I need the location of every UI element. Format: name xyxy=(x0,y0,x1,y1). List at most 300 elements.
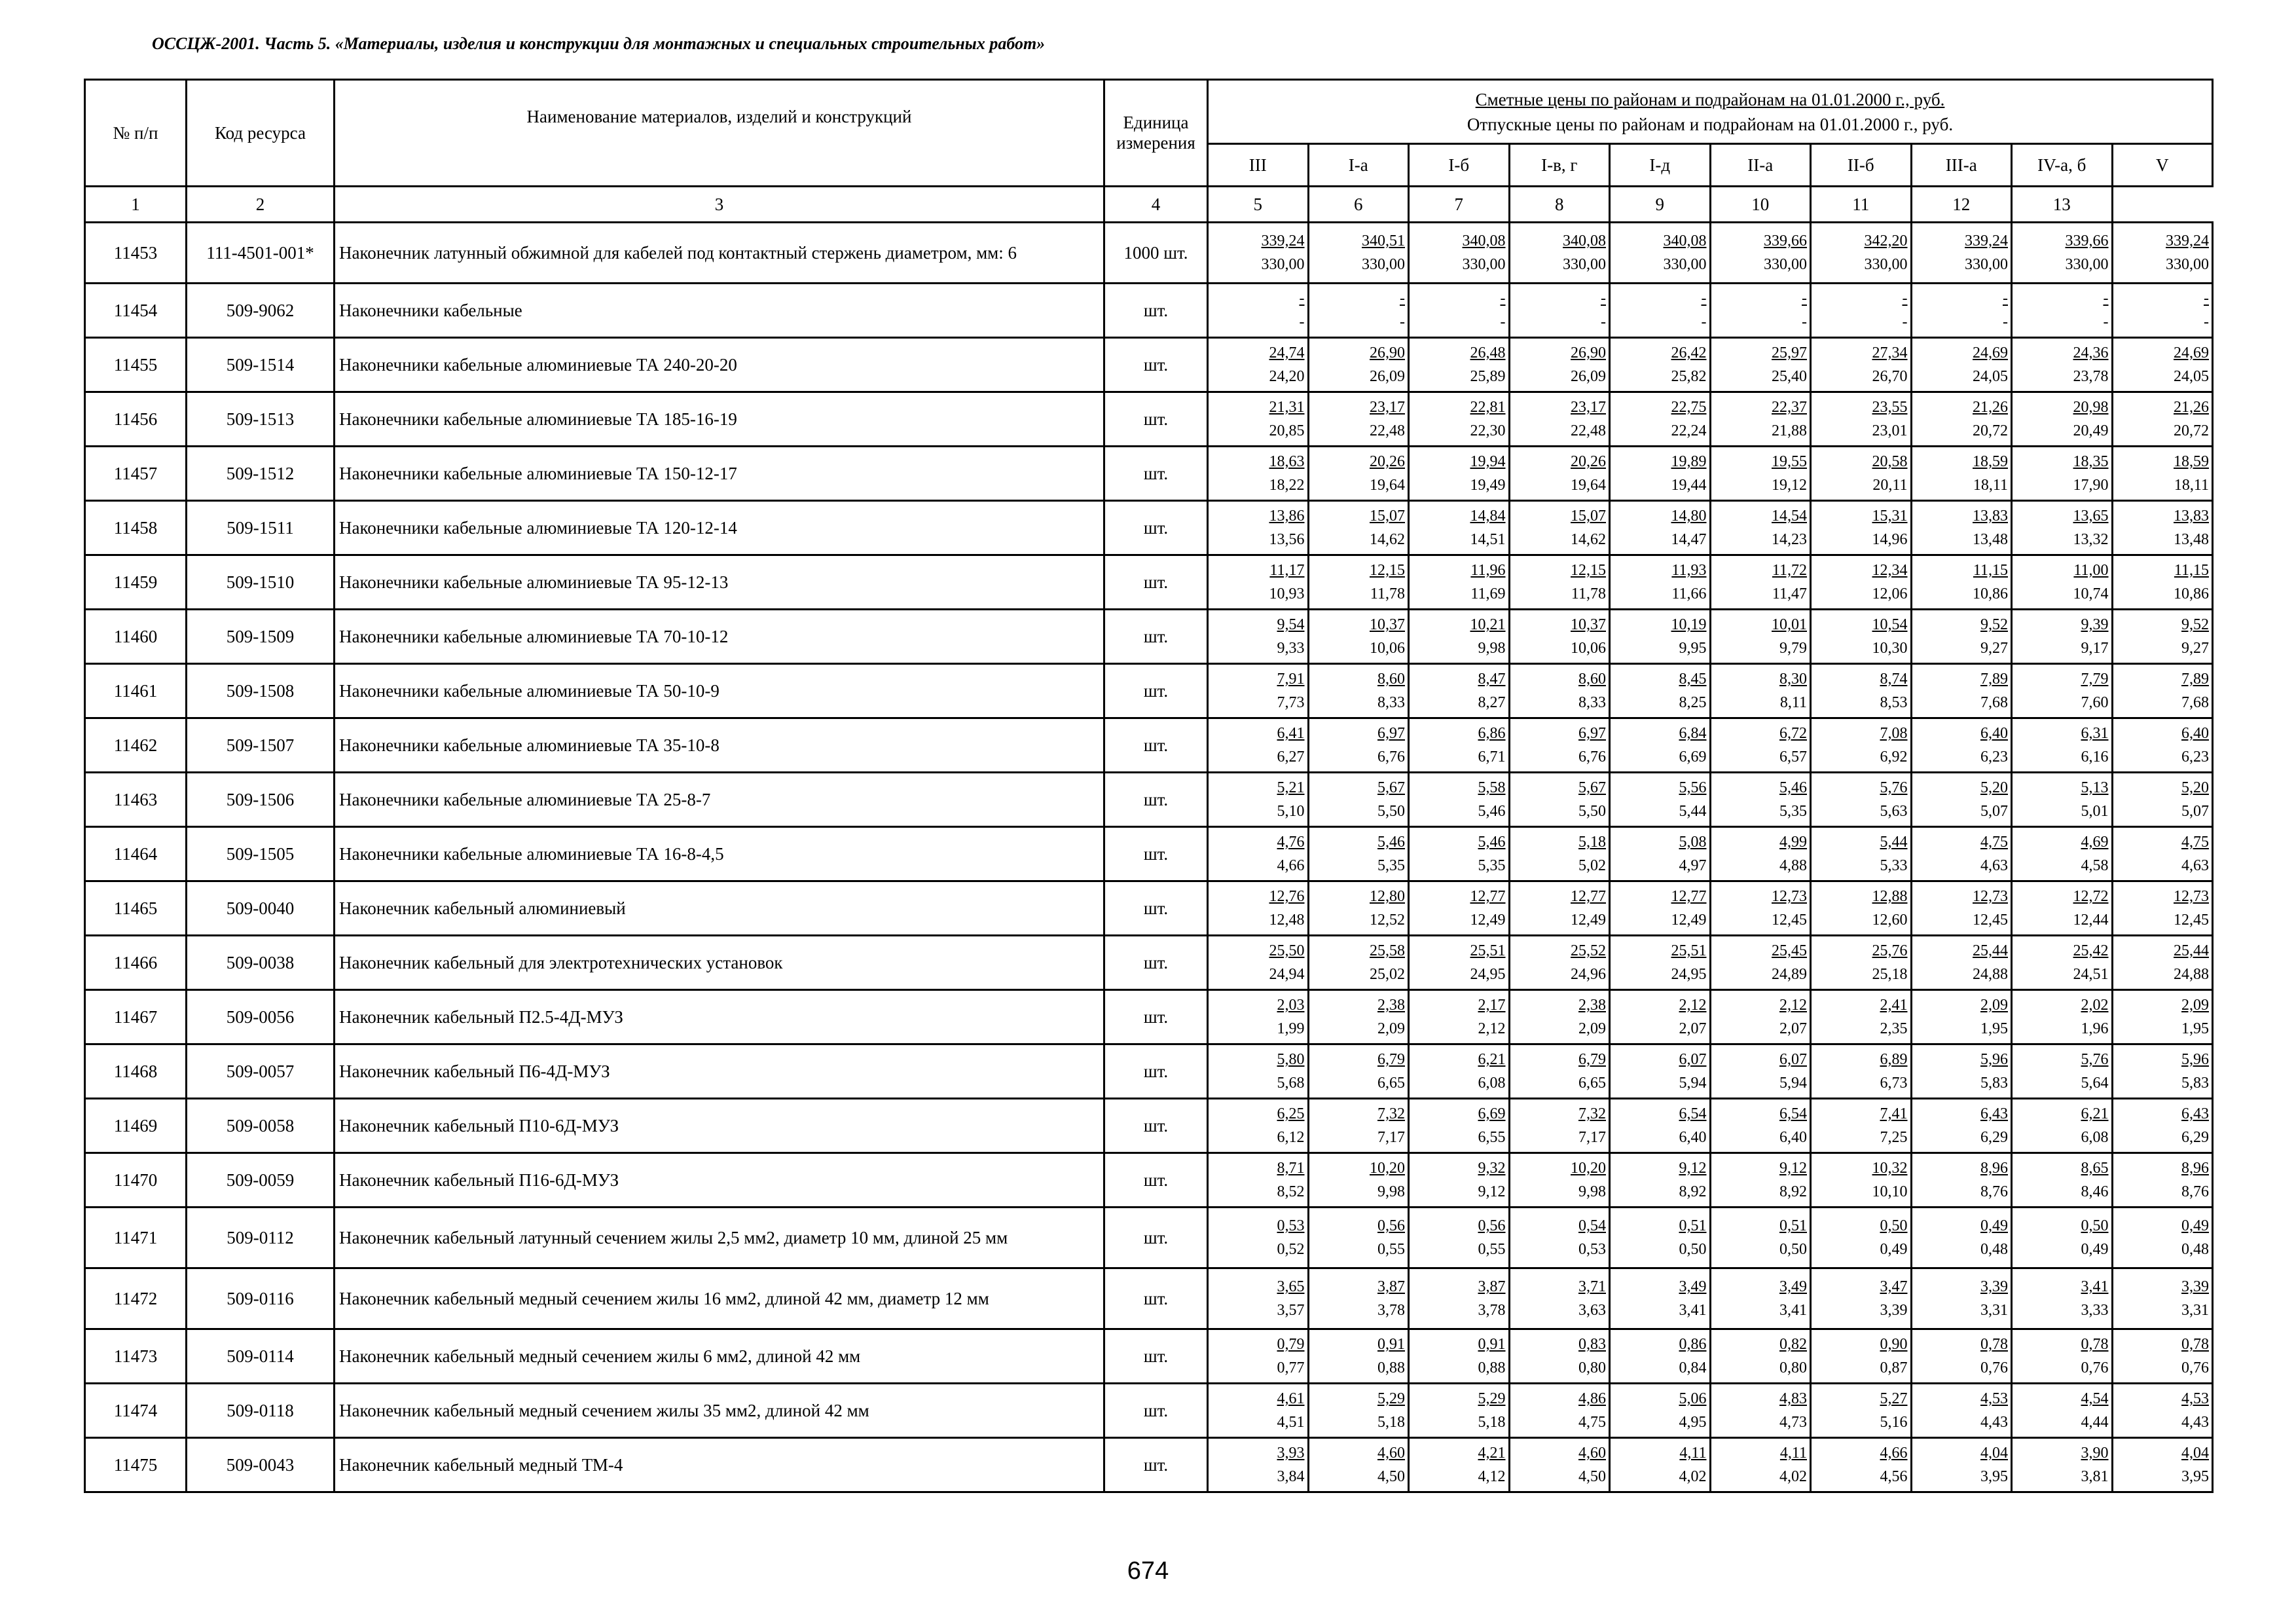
row-number: 11457 xyxy=(85,447,187,501)
release-price: 3,84 xyxy=(1277,1468,1305,1485)
release-price: 3,95 xyxy=(1980,1468,2008,1485)
price-cell xyxy=(2112,1268,2213,1329)
release-price: 4,12 xyxy=(1478,1468,1506,1485)
estimated-price: 12,73 xyxy=(2174,888,2209,905)
release-price: 22,24 xyxy=(1671,422,1707,439)
release-price: - xyxy=(1701,314,1707,331)
table-row xyxy=(85,555,2213,610)
release-price: - xyxy=(1802,314,1807,331)
column-number: 4 xyxy=(1104,187,1208,223)
estimated-price: 3,71 xyxy=(1578,1278,1606,1295)
estimated-price: 6,54 xyxy=(1779,1105,1807,1122)
release-price: 8,27 xyxy=(1478,694,1506,711)
release-price: 6,73 xyxy=(1880,1075,1908,1092)
release-price: 2,09 xyxy=(1377,1020,1405,1037)
price-cell xyxy=(1509,223,1610,284)
price-cell xyxy=(1610,1208,1711,1268)
estimated-price: 4,83 xyxy=(1779,1390,1807,1407)
estimated-price: 25,97 xyxy=(1772,344,1807,361)
material-name: Наконечник кабельный для электротехнических установок xyxy=(335,936,1104,990)
unit: шт. xyxy=(1104,1044,1208,1099)
estimated-price: 12,72 xyxy=(2073,888,2109,905)
price-cell xyxy=(1208,1329,1309,1384)
price-cell xyxy=(2012,1208,2113,1268)
estimated-price: 21,26 xyxy=(1973,399,2008,416)
release-price: 18,11 xyxy=(1973,477,2008,494)
release-price: 0,48 xyxy=(1980,1241,2008,1258)
release-price: 26,09 xyxy=(1571,368,1606,385)
price-cell xyxy=(1911,555,2012,610)
estimated-price: 0,49 xyxy=(1980,1217,2008,1234)
release-price: 20,85 xyxy=(1269,422,1305,439)
price-cell xyxy=(1911,284,2012,338)
price-cell xyxy=(1911,501,2012,555)
estimated-price: 0,56 xyxy=(1377,1217,1405,1234)
row-number: 11469 xyxy=(85,1099,187,1153)
estimated-price: - xyxy=(1400,290,1405,307)
table-row xyxy=(85,664,2213,718)
price-cell xyxy=(1308,223,1409,284)
release-price: 4,88 xyxy=(1779,857,1807,874)
column-number: 8 xyxy=(1509,187,1610,223)
estimated-price: 4,75 xyxy=(1980,834,2008,851)
price-cell xyxy=(1509,1384,1610,1438)
estimated-price: 3,49 xyxy=(1679,1278,1707,1295)
estimated-price: 340,08 xyxy=(1663,232,1707,249)
estimated-price: 25,51 xyxy=(1470,942,1506,959)
estimated-price: 7,89 xyxy=(2181,671,2209,688)
price-cell xyxy=(1208,501,1309,555)
release-price: 0,88 xyxy=(1478,1359,1506,1376)
unit: шт. xyxy=(1104,1384,1208,1438)
release-price: 5,83 xyxy=(1980,1075,2008,1092)
price-cell xyxy=(2112,284,2213,338)
release-price: 22,30 xyxy=(1470,422,1506,439)
table-row xyxy=(85,1384,2213,1438)
release-price: 330,00 xyxy=(1965,256,2008,273)
resource-code: 509-0059 xyxy=(187,1153,335,1208)
estimated-price: 3,47 xyxy=(1880,1278,1908,1295)
table-row xyxy=(85,501,2213,555)
price-cell xyxy=(1308,1208,1409,1268)
material-name: Наконечники кабельные алюминиевые ТА 16-8-4,5 xyxy=(335,827,1104,881)
price-cell xyxy=(1911,1438,2012,1492)
release-price: 6,76 xyxy=(1578,748,1606,766)
price-cell xyxy=(1610,990,1711,1044)
release-price: 21,88 xyxy=(1772,422,1807,439)
table-row xyxy=(85,1044,2213,1099)
release-price: 6,69 xyxy=(1679,748,1707,766)
estimated-price: 7,89 xyxy=(1980,671,2008,688)
resource-code: 509-1510 xyxy=(187,555,335,610)
release-price: 11,47 xyxy=(1772,585,1807,602)
estimated-price: 26,48 xyxy=(1470,344,1506,361)
price-cell xyxy=(1911,936,2012,990)
table-row xyxy=(85,1208,2213,1268)
release-price: 3,95 xyxy=(2181,1468,2209,1485)
estimated-price: 7,79 xyxy=(2081,671,2109,688)
release-price: 9,98 xyxy=(1377,1183,1405,1200)
estimated-price: 339,66 xyxy=(1764,232,1807,249)
estimated-price: 0,78 xyxy=(1980,1336,2008,1353)
price-cell xyxy=(1610,223,1711,284)
release-price: 14,47 xyxy=(1671,531,1707,548)
price-cell xyxy=(1409,1208,1510,1268)
price-cell xyxy=(1710,1044,1811,1099)
price-cell xyxy=(1509,447,1610,501)
price-cell xyxy=(1610,1438,1711,1492)
release-price: 1,95 xyxy=(2181,1020,2209,1037)
material-name: Наконечники кабельные алюминиевые ТА 240-20-20 xyxy=(335,338,1104,392)
estimated-price: 24,69 xyxy=(1973,344,2008,361)
price-cell xyxy=(1308,990,1409,1044)
release-price: 330,00 xyxy=(1864,256,1908,273)
row-number: 11463 xyxy=(85,773,187,827)
release-price: 330,00 xyxy=(1764,256,1807,273)
estimated-price: 10,19 xyxy=(1671,616,1707,633)
unit: шт. xyxy=(1104,773,1208,827)
price-cell xyxy=(2112,827,2213,881)
price-cell xyxy=(1710,827,1811,881)
release-price: 330,00 xyxy=(1462,256,1506,273)
estimated-price: 10,54 xyxy=(1872,616,1908,633)
estimated-price: 8,60 xyxy=(1377,671,1405,688)
estimated-price: 14,54 xyxy=(1772,507,1807,525)
table-row xyxy=(85,773,2213,827)
region-header: III xyxy=(1208,144,1309,187)
release-price: 2,09 xyxy=(1578,1020,1606,1037)
price-cell xyxy=(1710,223,1811,284)
price-cell xyxy=(1911,610,2012,664)
estimated-price: 8,45 xyxy=(1679,671,1707,688)
release-price: 19,64 xyxy=(1370,477,1405,494)
price-cell xyxy=(1710,555,1811,610)
release-price: 12,52 xyxy=(1370,912,1405,929)
material-name: Наконечник кабельный медный сечением жилы 35 мм2, длиной 42 мм xyxy=(335,1384,1104,1438)
release-price: 10,86 xyxy=(2174,585,2209,602)
table-row xyxy=(85,1329,2213,1384)
estimated-price: 10,01 xyxy=(1772,616,1807,633)
price-cell xyxy=(1710,1438,1811,1492)
release-price: 24,94 xyxy=(1269,966,1305,983)
release-price: 4,51 xyxy=(1277,1414,1305,1431)
unit: шт. xyxy=(1104,1099,1208,1153)
price-cell xyxy=(2012,1384,2113,1438)
price-cell xyxy=(1811,773,1912,827)
estimated-price: 12,76 xyxy=(1269,888,1305,905)
resource-code: 111-4501-001* xyxy=(187,223,335,284)
estimated-price: 5,27 xyxy=(1880,1390,1908,1407)
region-header: I-б xyxy=(1409,144,1510,187)
estimated-price: 2,12 xyxy=(1679,997,1707,1014)
estimated-price: 7,32 xyxy=(1578,1105,1606,1122)
release-price: 0,76 xyxy=(2181,1359,2209,1376)
release-price: 24,88 xyxy=(1973,966,2008,983)
estimated-price: 8,96 xyxy=(2181,1160,2209,1177)
estimated-price: 25,51 xyxy=(1671,942,1707,959)
estimated-price: 4,04 xyxy=(1980,1445,2008,1462)
row-number: 11454 xyxy=(85,284,187,338)
release-price: 11,69 xyxy=(1470,585,1506,602)
estimated-price: 7,08 xyxy=(1880,725,1908,742)
resource-code: 509-0058 xyxy=(187,1099,335,1153)
release-price: 11,78 xyxy=(1571,585,1606,602)
release-price: 7,17 xyxy=(1578,1129,1606,1146)
release-price: 24,05 xyxy=(2174,368,2209,385)
price-cell xyxy=(2012,501,2113,555)
price-cell xyxy=(1811,1208,1912,1268)
price-cell xyxy=(1509,1153,1610,1208)
estimated-price: 8,60 xyxy=(1578,671,1606,688)
price-cell xyxy=(1811,284,1912,338)
release-price: 5,18 xyxy=(1377,1414,1405,1431)
estimated-price: 25,76 xyxy=(1872,942,1908,959)
column-number: 7 xyxy=(1409,187,1510,223)
price-cell xyxy=(1911,447,2012,501)
price-cell xyxy=(1208,990,1309,1044)
estimated-price: 19,89 xyxy=(1671,453,1707,470)
material-name: Наконечник кабельный латунный сечением жилы 2,5 мм2, диаметр 10 мм, длиной 25 мм xyxy=(335,1208,1104,1268)
price-cell xyxy=(2112,718,2213,773)
estimated-price: 5,56 xyxy=(1679,779,1707,796)
price-cell xyxy=(1409,664,1510,718)
row-number: 11472 xyxy=(85,1268,187,1329)
price-cell xyxy=(1811,936,1912,990)
release-price: 5,46 xyxy=(1478,803,1506,820)
table-body xyxy=(85,223,2213,1492)
release-price: 0,76 xyxy=(1980,1359,2008,1376)
estimated-price: - xyxy=(2204,290,2209,307)
row-number: 11470 xyxy=(85,1153,187,1208)
price-cell xyxy=(1710,1208,1811,1268)
estimated-price: 8,65 xyxy=(2081,1160,2109,1177)
release-price: 24,51 xyxy=(2073,966,2109,983)
price-cell xyxy=(1308,1329,1409,1384)
price-cell xyxy=(1509,610,1610,664)
release-price: - xyxy=(2204,314,2209,331)
release-price: 10,93 xyxy=(1269,585,1305,602)
price-cell xyxy=(1208,1384,1309,1438)
unit: шт. xyxy=(1104,284,1208,338)
region-header: I-а xyxy=(1308,144,1409,187)
header-code: Код ресурса xyxy=(187,80,335,187)
price-cell xyxy=(2012,1438,2113,1492)
price-cell xyxy=(1208,447,1309,501)
release-price: 6,57 xyxy=(1779,748,1807,766)
price-cell xyxy=(1811,1153,1912,1208)
release-price: 7,17 xyxy=(1377,1129,1405,1146)
price-cell xyxy=(1409,1329,1510,1384)
price-cell xyxy=(1610,392,1711,447)
price-cell xyxy=(1811,447,1912,501)
release-price: 3,31 xyxy=(2181,1302,2209,1319)
estimated-price: 0,49 xyxy=(2181,1217,2209,1234)
release-price: 4,97 xyxy=(1679,857,1707,874)
price-cell xyxy=(1208,610,1309,664)
price-cell xyxy=(1409,501,1510,555)
price-cell xyxy=(1610,555,1711,610)
estimated-price: 12,15 xyxy=(1370,562,1405,579)
unit: шт. xyxy=(1104,1329,1208,1384)
estimated-price: - xyxy=(1299,290,1305,307)
estimated-price: 2,03 xyxy=(1277,997,1305,1014)
estimated-price: 9,32 xyxy=(1478,1160,1506,1177)
price-cell xyxy=(1911,223,2012,284)
release-price: 3,81 xyxy=(2081,1468,2109,1485)
release-price: 4,58 xyxy=(2081,857,2109,874)
material-name: Наконечники кабельные алюминиевые ТА 50-10-9 xyxy=(335,664,1104,718)
price-cell xyxy=(1509,338,1610,392)
estimated-price: 11,93 xyxy=(1671,562,1707,579)
release-price: 9,12 xyxy=(1478,1183,1506,1200)
price-cell xyxy=(2012,338,2113,392)
estimated-price: 340,51 xyxy=(1362,232,1405,249)
material-name: Наконечники кабельные алюминиевые ТА 120-12-14 xyxy=(335,501,1104,555)
row-number: 11473 xyxy=(85,1329,187,1384)
price-cell xyxy=(1308,338,1409,392)
table-row xyxy=(85,1099,2213,1153)
release-price: 9,33 xyxy=(1277,640,1305,657)
release-price: 19,44 xyxy=(1671,477,1707,494)
resource-code: 509-1513 xyxy=(187,392,335,447)
price-cell xyxy=(2112,338,2213,392)
estimated-price: - xyxy=(1500,290,1506,307)
estimated-price: - xyxy=(1902,290,1908,307)
material-name: Наконечник кабельный медный сечением жилы 6 мм2, длиной 42 мм xyxy=(335,1329,1104,1384)
release-price: 11,78 xyxy=(1370,585,1405,602)
release-price: - xyxy=(1299,314,1305,331)
price-cell xyxy=(1610,664,1711,718)
resource-code: 509-0056 xyxy=(187,990,335,1044)
price-cell xyxy=(1710,773,1811,827)
release-price: - xyxy=(1400,314,1405,331)
release-price: 5,50 xyxy=(1578,803,1606,820)
release-price: 12,45 xyxy=(2174,912,2209,929)
estimated-price: 4,86 xyxy=(1578,1390,1606,1407)
estimated-price: 6,43 xyxy=(2181,1105,2209,1122)
estimated-price: 3,87 xyxy=(1478,1278,1506,1295)
estimated-price: 18,59 xyxy=(1973,453,2008,470)
price-cell xyxy=(1509,773,1610,827)
material-name: Наконечники кабельные алюминиевые ТА 25-8-7 xyxy=(335,773,1104,827)
release-price: 5,64 xyxy=(2081,1075,2109,1092)
estimated-price: 12,77 xyxy=(1470,888,1506,905)
release-price: 4,56 xyxy=(1880,1468,1908,1485)
release-price: 5,10 xyxy=(1277,803,1305,820)
estimated-price: 15,31 xyxy=(1872,507,1908,525)
price-cell xyxy=(1409,555,1510,610)
release-price: 4,66 xyxy=(1277,857,1305,874)
estimated-price: 3,90 xyxy=(2081,1445,2109,1462)
release-price: 6,29 xyxy=(1980,1129,2008,1146)
estimated-price: 13,83 xyxy=(1973,507,2008,525)
release-price: 6,12 xyxy=(1277,1129,1305,1146)
release-price: 3,57 xyxy=(1277,1302,1305,1319)
estimated-price: - xyxy=(1802,290,1807,307)
price-cell xyxy=(1509,392,1610,447)
region-header: I-в, г xyxy=(1509,144,1610,187)
price-cell xyxy=(1509,718,1610,773)
resource-code: 509-1514 xyxy=(187,338,335,392)
price-cell xyxy=(1610,610,1711,664)
estimated-price: 5,96 xyxy=(1980,1051,2008,1068)
release-price: 5,94 xyxy=(1779,1075,1807,1092)
release-price: 4,02 xyxy=(1679,1468,1707,1485)
price-cell xyxy=(1208,773,1309,827)
table-row xyxy=(85,1268,2213,1329)
price-cell xyxy=(2012,1044,2113,1099)
price-cell xyxy=(1208,881,1309,936)
material-name: Наконечник кабельный медный сечением жилы 16 мм2, длиной 42 мм, диаметр 12 мм xyxy=(335,1268,1104,1329)
release-price: 8,46 xyxy=(2081,1183,2109,1200)
release-price: 330,00 xyxy=(2166,256,2209,273)
price-cell xyxy=(2112,1099,2213,1153)
release-price: 14,96 xyxy=(1872,531,1908,548)
release-price: 24,88 xyxy=(2174,966,2209,983)
estimated-price: 27,34 xyxy=(1872,344,1908,361)
price-cell xyxy=(1208,827,1309,881)
release-price: 0,87 xyxy=(1880,1359,1908,1376)
price-cell xyxy=(1308,936,1409,990)
release-price: 8,76 xyxy=(2181,1183,2209,1200)
release-price: 330,00 xyxy=(1563,256,1606,273)
estimated-price: 10,21 xyxy=(1470,616,1506,633)
resource-code: 509-1512 xyxy=(187,447,335,501)
release-price: 8,33 xyxy=(1578,694,1606,711)
unit: шт. xyxy=(1104,1153,1208,1208)
estimated-price: 2,38 xyxy=(1377,997,1405,1014)
material-name: Наконечник кабельный алюминиевый xyxy=(335,881,1104,936)
estimated-price: 6,72 xyxy=(1779,725,1807,742)
release-price: 6,65 xyxy=(1377,1075,1405,1092)
estimated-price: 0,50 xyxy=(2081,1217,2109,1234)
row-number: 11465 xyxy=(85,881,187,936)
material-name: Наконечник латунный обжимной для кабелей под контактный стержень диаметром, мм: 6 xyxy=(335,223,1104,284)
running-head: ОССЦЖ-2001. Часть 5. «Материалы, изделия и конструкции для монтажных и специальных строительных работ» xyxy=(152,34,1046,53)
price-cell xyxy=(1911,1384,2012,1438)
release-price: 8,52 xyxy=(1277,1183,1305,1200)
price-cell xyxy=(2112,1329,2213,1384)
price-cell xyxy=(1710,1384,1811,1438)
estimated-price: 4,53 xyxy=(2181,1390,2209,1407)
price-cell xyxy=(1811,1268,1912,1329)
estimated-price: 12,77 xyxy=(1671,888,1707,905)
price-cell xyxy=(2112,936,2213,990)
price-cell xyxy=(1911,1329,2012,1384)
release-price: 12,44 xyxy=(2073,912,2109,929)
material-name: Наконечник кабельный П2.5-4Д-МУЗ xyxy=(335,990,1104,1044)
release-price: 9,98 xyxy=(1578,1183,1606,1200)
price-cell xyxy=(1308,827,1409,881)
material-name: Наконечники кабельные алюминиевые ТА 95-12-13 xyxy=(335,555,1104,610)
price-cell xyxy=(1610,881,1711,936)
resource-code: 509-0040 xyxy=(187,881,335,936)
release-price: 10,30 xyxy=(1872,640,1908,657)
release-price: 0,88 xyxy=(1377,1359,1405,1376)
release-price: 24,20 xyxy=(1269,368,1305,385)
estimated-price: - xyxy=(1601,290,1606,307)
price-cell xyxy=(1811,881,1912,936)
price-cell xyxy=(2112,610,2213,664)
price-cell xyxy=(1409,392,1510,447)
estimated-price: 2,17 xyxy=(1478,997,1506,1014)
price-cell xyxy=(2012,881,2113,936)
release-price: 3,63 xyxy=(1578,1302,1606,1319)
price-cell xyxy=(1710,718,1811,773)
release-price: 5,33 xyxy=(1880,857,1908,874)
unit: шт. xyxy=(1104,881,1208,936)
price-cell xyxy=(1811,555,1912,610)
